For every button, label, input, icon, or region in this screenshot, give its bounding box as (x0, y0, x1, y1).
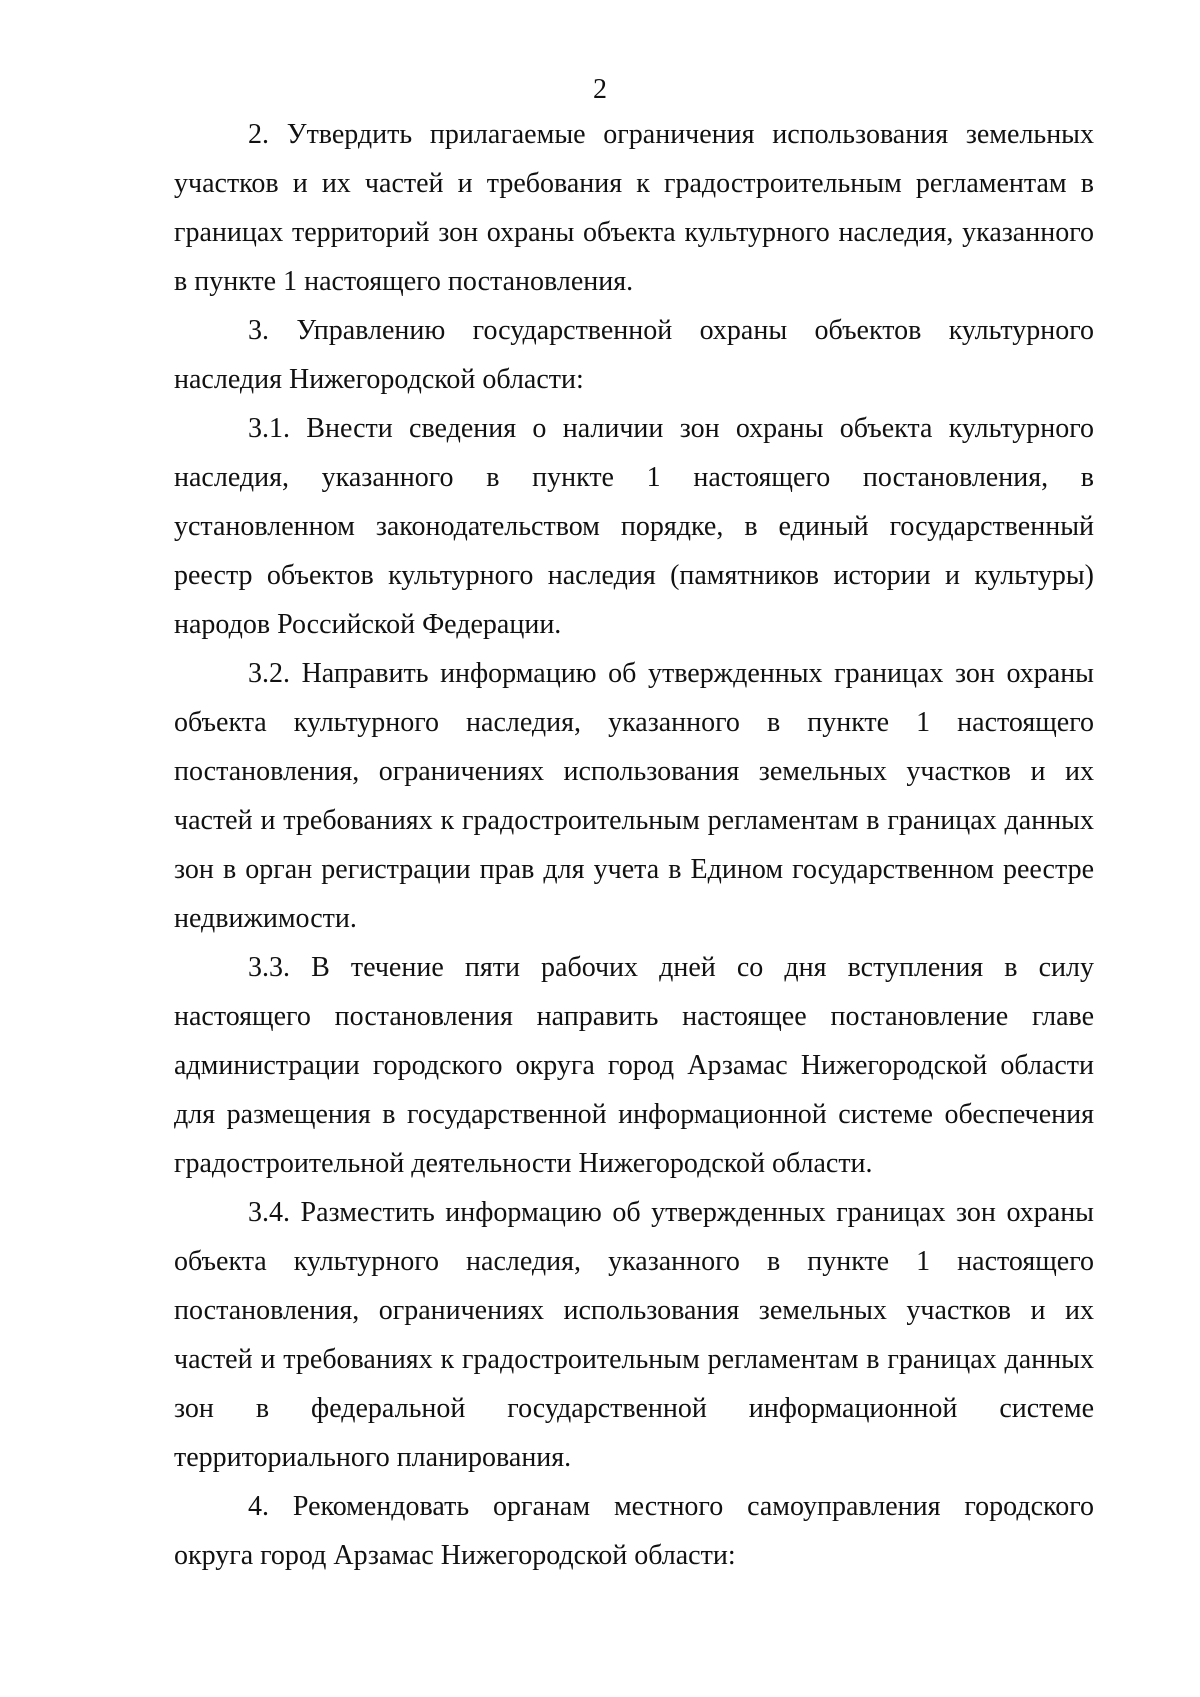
paragraph-2: 2. Утвердить прилагаемые ограничения использования земельных участков и их частей и требования к градостроительным регламентам в границах территорий зон охраны объекта культурного наследия, указанного в пункте 1 настоящего постановления. (174, 119, 1094, 297)
page-number: 2 (593, 74, 607, 105)
paragraph-3-2: 3.2. Направить информацию об утвержденных границах зон охраны объекта культурного наследия, указанного в пункте 1 настоящего постановления, ограничениях использования земельных участков и их частей и требованиях к градостроительным регламентам в границах данных зон в орган регистрации прав для учета в Едином государственном реестре недвижимости. (174, 658, 1094, 934)
paragraph-3-4: 3.4. Разместить информацию об утвержденных границах зон охраны объекта культурного наследия, указанного в пункте 1 настоящего постановления, ограничениях использования земельных участков и их частей и требованиях к градостроительным регламентам в границах данных зон в федеральной государственной информационной системе территориального планирования. (174, 1197, 1094, 1473)
document-body (174, 110, 1094, 1580)
paragraph-3: 3. Управлению государственной охраны объектов культурного наследия Нижегородской области: (174, 315, 1094, 395)
paragraph-3-1: 3.1. Внести сведения о наличии зон охраны объекта культурного наследия, указанного в пункте 1 настоящего постановления, в установленном законодательством порядке, в единый государственный реестр объектов культурного наследия (памятников истории и культуры) народов Российской Федерации. (174, 413, 1094, 640)
paragraph-3-3: 3.3. В течение пяти рабочих дней со дня вступления в силу настоящего постановления направить настоящее постановление главе администрации городского округа город Арзамас Нижегородской области для размещения в государственной информационной системе обеспечения градостроительной деятельности Нижегородской области. (174, 952, 1094, 1179)
paragraph-4: 4. Рекомендовать органам местного самоуправления городского округа город Арзамас Нижегородской области: (174, 1491, 1094, 1571)
